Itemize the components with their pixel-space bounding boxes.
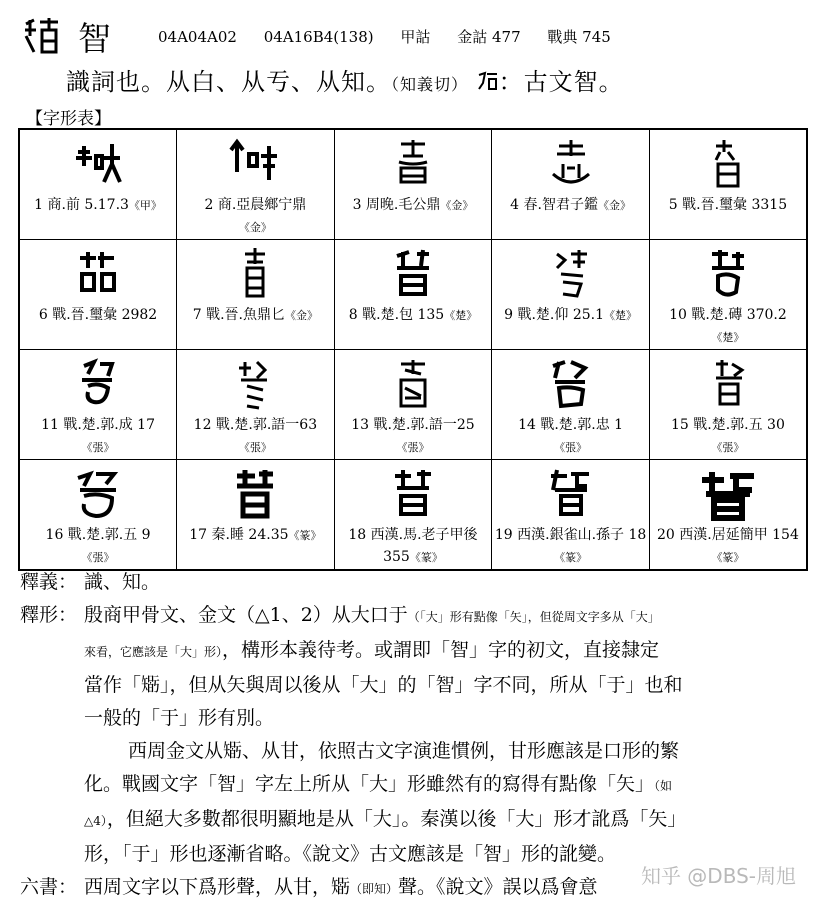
form-source: 《篆》 (554, 551, 588, 564)
form-caption: 15 戰.楚.郭.五 30 (670, 417, 785, 433)
form-cell (649, 350, 807, 460)
chu-slip-glyph (383, 356, 443, 414)
chu-slip-glyph (68, 356, 128, 414)
code-2: 04A16B4(138) (263, 28, 374, 46)
shixing-text: 西周金文从𥏼、从甘，依照古文字演進慣例，甘形應該是口形的繁 (128, 740, 680, 762)
chu-slip-glyph (225, 356, 285, 414)
form-source: 《金》 (440, 199, 474, 212)
form-caption: 18 西漢.馬.老子甲後 355 (348, 527, 478, 565)
han-script-glyph (383, 466, 443, 524)
form-caption: 1 商.前 5.17.3 (34, 197, 129, 213)
form-caption: 3 周晚.毛公鼎 (352, 197, 441, 213)
seal-glyph (68, 246, 128, 304)
commentary (20, 566, 810, 906)
seal-glyph (698, 136, 758, 194)
han-script-glyph (541, 466, 601, 524)
form-cell (19, 350, 177, 460)
form-cell (334, 350, 492, 460)
form-source: 《張》 (711, 441, 745, 454)
form-source: 《張》 (554, 441, 588, 454)
liushu-note: （即知） (350, 882, 399, 896)
form-cell (492, 240, 650, 350)
bronze-glyph (383, 136, 443, 194)
form-caption: 7 戰.晉.魚鼎匕 (192, 307, 286, 323)
form-source: 《篆》 (409, 551, 443, 564)
form-cell (19, 129, 177, 240)
shiyi-label: 釋義： (20, 571, 78, 593)
shixing-p2-line-2 (20, 768, 810, 803)
form-cell (492, 129, 650, 240)
shixing-text: 化。戰國文字「智」字左上所从「大」形雖然有的寫得有點像「矢」 (84, 773, 655, 795)
entry-header (22, 16, 111, 56)
chu-slip-glyph (541, 246, 601, 304)
form-cell (19, 240, 177, 350)
table-row (19, 350, 807, 460)
form-cell (649, 129, 807, 240)
qin-script-glyph (225, 466, 285, 524)
form-cell (334, 129, 492, 240)
shixing-text: 一般的「于」形有別。 (84, 707, 275, 729)
form-cell (492, 460, 650, 571)
chu-slip-glyph (698, 356, 758, 414)
shiyi-text: 識、知。 (84, 571, 161, 593)
head-character: 智 (78, 18, 111, 58)
shixing-text: 殷商甲骨文、金文（△1、2）从大口于 (84, 604, 408, 626)
liushu-label: 六書： (20, 876, 78, 898)
form-source: 《張》 (238, 441, 272, 454)
form-caption: 2 商.亞䢅鄉宁鼎 (204, 197, 307, 213)
form-caption: 13 戰.楚.郭.語一25 (351, 417, 475, 433)
shixing-label: 釋形： (20, 604, 78, 626)
bronze-glyph (225, 246, 285, 304)
seal-script-glyph (22, 16, 64, 56)
form-source: 《金》 (238, 221, 272, 234)
shixing-text: 形，「于」形也逐漸省略。《說文》古文應該是「智」形的訛變。 (84, 843, 617, 865)
form-caption: 16 戰.楚.郭.五 9 (45, 527, 151, 543)
form-cell (177, 460, 335, 571)
form-caption: 9 戰.楚.仰 25.1 (504, 307, 605, 323)
form-caption: 19 西漢.銀雀山.孫子 18 (494, 527, 647, 543)
form-caption: 4 春.智君子鑑 (510, 197, 598, 213)
definition-main: 識詞也。从白、从亐、从知。 (66, 68, 391, 96)
shixing-p2-line-3 (20, 803, 810, 838)
shixing-line-1 (20, 599, 810, 634)
form-cell (649, 460, 807, 571)
bronze-glyph (541, 136, 601, 194)
form-caption: 10 戰.楚.磚 370.2 (669, 307, 787, 323)
table-title: 【字形表】 (26, 109, 111, 129)
form-cell (492, 350, 650, 460)
shixing-line-3 (20, 669, 810, 702)
chu-slip-glyph (383, 246, 443, 304)
shixing-note: △4） (84, 814, 107, 828)
form-cell (19, 460, 177, 571)
code-5: 戰典 745 (547, 28, 611, 46)
form-caption: 11 戰.楚.郭.成 17 (41, 417, 155, 433)
definition-ancient-note: ：古文智。 (498, 68, 624, 96)
liushu-text-2: 聲。《說文》誤以爲會意 (398, 876, 598, 898)
shixing-text: ，但絕大多數都很明顯地是从「大」。秦漢以後「大」形才訛爲「矢」 (106, 808, 687, 830)
glyph-forms-table (18, 128, 808, 571)
form-cell (177, 129, 335, 240)
watermark: 知乎 @DBS-周旭 (640, 864, 796, 888)
shixing-line-4 (20, 702, 810, 735)
form-source: 《楚》 (604, 309, 638, 322)
form-caption: 6 戰.晉.璽彙 2982 (38, 307, 158, 323)
form-source: 《金》 (597, 199, 631, 212)
shixing-line-2 (20, 634, 810, 669)
shixing-note: 來看，它應該是「大」形） (84, 645, 223, 659)
shixing-note: （「大」形有點像「矢」，但從周文字多从「大」 (407, 610, 660, 624)
liushu-text: 西周文字以下爲形聲，从甘，𥏼 (84, 876, 351, 898)
form-cell (177, 350, 335, 460)
chu-slip-glyph (698, 246, 758, 304)
form-caption: 12 戰.楚.郭.語一63 (193, 417, 318, 433)
han-script-glyph (698, 466, 758, 524)
form-source: 《張》 (396, 441, 430, 454)
shixing-text: ，構形本義待考。或謂即「智」字的初文，直接隸定 (222, 639, 660, 661)
definition-reading: （知義切） (391, 75, 469, 94)
reference-codes (158, 26, 633, 47)
shixing-text: 當作「𥏼」，但从矢與周以後从「大」的「智」字不同，所从「于」也和 (84, 674, 683, 696)
code-3: 甲詁 (400, 28, 431, 46)
form-cell (334, 460, 492, 571)
form-source: 《甲》 (128, 199, 162, 212)
code-1: 04A04A02 (158, 28, 237, 46)
form-source: 《篆》 (711, 551, 745, 564)
oracle-bone-glyph (68, 136, 128, 194)
table-row (19, 240, 807, 350)
form-source: 《篆》 (288, 529, 322, 542)
shixing-p2-line-1 (20, 735, 810, 768)
table-row (19, 460, 807, 571)
form-cell (177, 240, 335, 350)
bronze-glyph (225, 136, 285, 194)
chu-slip-glyph (541, 356, 601, 414)
form-caption: 20 西漢.居延簡甲 154 (656, 527, 799, 543)
chu-slip-glyph (68, 466, 128, 524)
shuowen-definition (66, 62, 624, 97)
form-caption: 14 戰.楚.郭.忠 1 (518, 417, 624, 433)
form-cell (649, 240, 807, 350)
form-source: 《楚》 (711, 331, 745, 344)
ancient-form-glyph (477, 71, 499, 93)
form-source: 《張》 (81, 551, 115, 564)
form-cell (334, 240, 492, 350)
shiyi-line (20, 566, 810, 599)
code-4: 金詁 477 (457, 28, 521, 46)
table-row (19, 129, 807, 240)
form-caption: 17 秦.睡 24.35 (189, 527, 289, 543)
form-caption: 8 戰.楚.包 135 (348, 307, 445, 323)
shixing-note: （如 (654, 779, 673, 793)
form-source: 《楚》 (444, 309, 478, 322)
form-source: 《張》 (81, 441, 115, 454)
form-caption: 5 戰.晉.璽彙 3315 (668, 197, 788, 213)
form-source: 《金》 (285, 309, 319, 322)
